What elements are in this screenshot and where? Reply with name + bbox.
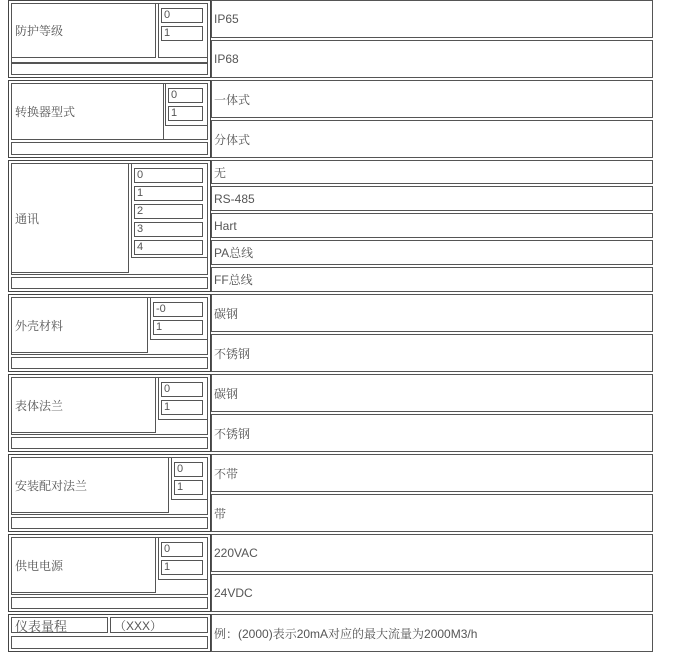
spacer-cell [11,142,208,155]
spec-label: 转换器型式 [11,83,164,140]
value-cell: Hart [211,213,653,238]
value-cell: 碳钢 [211,294,653,332]
code-option[interactable]: 0 [161,382,203,397]
value-cell: 一体式 [211,80,653,118]
code-option[interactable]: 1 [153,320,203,335]
value-cell: 带 [211,494,653,532]
range-note: 例：(2000)表示20mA对应的最大流量为2000M3/h [211,614,653,652]
code-option[interactable]: 1 [168,106,203,121]
value-cell: 不带 [211,454,653,492]
spacer-cell [11,517,208,529]
code-option[interactable]: 2 [134,204,203,219]
code-option[interactable]: 0 [134,168,203,183]
code-option[interactable]: 0 [161,542,203,557]
value-cell: IP68 [211,40,653,78]
value-cell: 不锈钢 [211,414,653,452]
code-option[interactable]: 1 [161,26,203,41]
spacer-cell [11,357,208,369]
code-option[interactable]: 1 [174,480,203,495]
value-cell: FF总线 [211,267,653,292]
spacer-cell [11,63,208,75]
code-option[interactable]: 1 [134,186,203,201]
spec-label: 表体法兰 [11,377,156,433]
value-cell: 分体式 [211,120,653,158]
spec-label: 安装配对法兰 [11,457,169,513]
value-cell: 无 [211,160,653,184]
value-cell: RS-485 [211,186,653,211]
range-label: 仪表量程 [11,617,108,633]
code-option[interactable]: 3 [134,222,203,237]
value-cell: 碳钢 [211,374,653,412]
code-option[interactable]: 0 [174,462,203,477]
code-option[interactable]: 0 [161,8,203,23]
value-cell: 24VDC [211,574,653,612]
spacer-cell [11,597,208,609]
code-option[interactable]: 1 [161,400,203,415]
spec-label: 防护等级 [11,3,156,58]
spacer-cell [11,636,208,649]
spacer-cell [11,277,208,289]
code-option[interactable]: 1 [161,560,203,575]
code-option[interactable]: 4 [134,240,203,255]
range-input[interactable]: （XXX） [110,617,208,633]
value-cell: 220VAC [211,534,653,572]
spec-label: 通讯 [11,163,129,273]
spec-label: 供电电源 [11,537,156,593]
value-cell: IP65 [211,0,653,38]
code-option[interactable]: -0 [153,302,203,317]
value-cell: PA总线 [211,240,653,265]
code-option[interactable]: 0 [168,88,203,103]
spacer-cell [11,437,208,449]
spec-label: 外壳材料 [11,297,148,353]
value-cell: 不锈钢 [211,334,653,372]
